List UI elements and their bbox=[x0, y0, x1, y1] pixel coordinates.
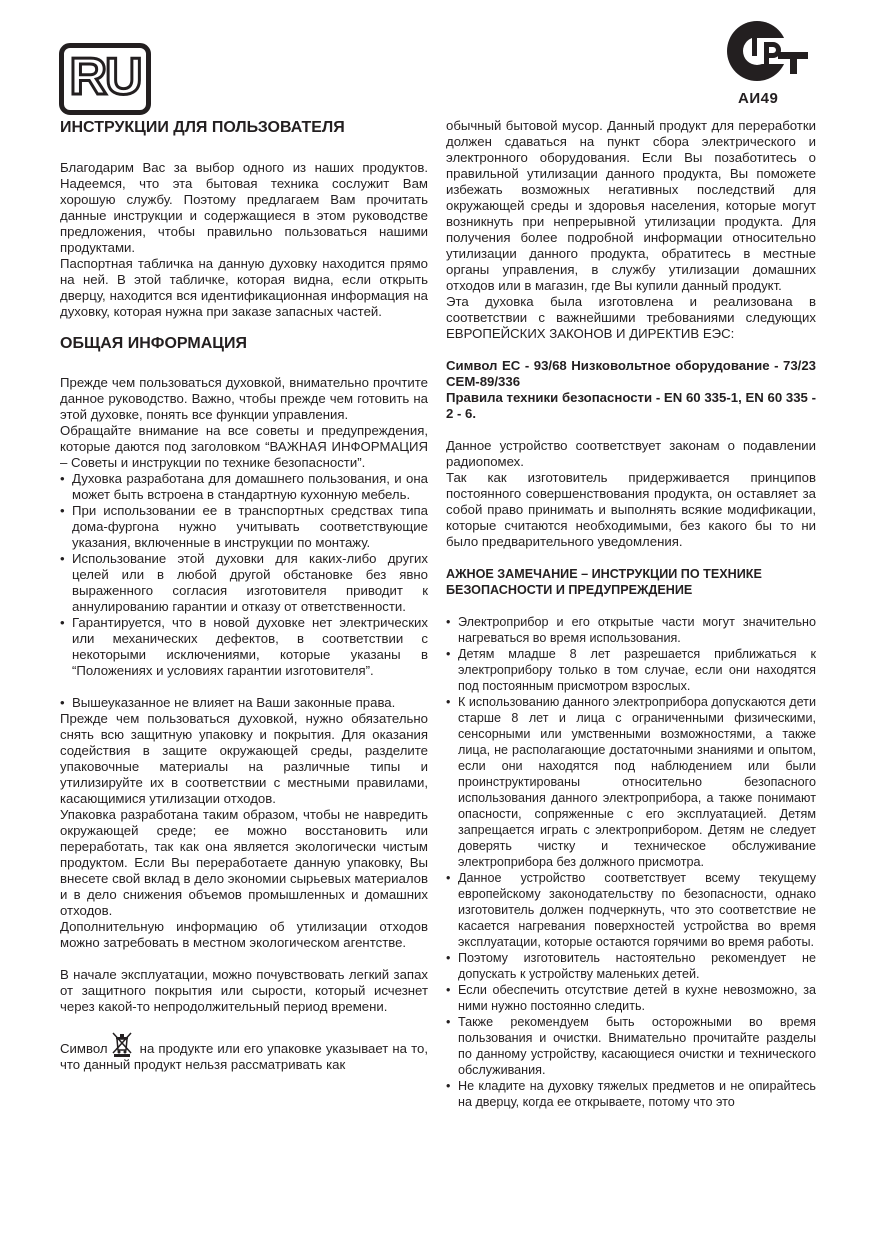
intro-paragraph: Благодарим Вас за выбор одного из наших продуктов. Надеемся, что эта бытовая техника сослужит Вам хорошую службу. Поэтому предлагаем Вам прочитать данные инструкции и содержащиеся в этом руководстве предложения, чтобы правильно пользоваться нашими продуктами. bbox=[60, 160, 428, 255]
rating-plate-paragraph: Паспортная табличка на данную духовку находится прямо на ней. В этой табличке, которая видна, если открыть дверцу, находится вся идентификационная информация на духовку, которая нужна при заказе запасных частей. bbox=[60, 256, 428, 319]
list-item: • При использовании ее в транспортных средствах типа дома-фургона нужно учитывать соответствующие указания, включенные в инструкции по монтажу. bbox=[60, 503, 428, 551]
section-title-general-info: ОБЩАЯ ИНФОРМАЦИЯ bbox=[60, 335, 247, 352]
read-manual-paragraph: Прежде чем пользоваться духовкой, внимательно прочтите данное руководство. Важно, чтобы прежде чем готовить на этой духовке, понять все функции управления. bbox=[60, 375, 428, 422]
directives-paragraph: Эта духовка была изготовлена и реализована в соответствии с важнейшими требованиями следующих ЕВРОПЕЙСКИХ ЗАКОНОВ И ДИРЕКТИВ ЕЭС: bbox=[446, 294, 816, 341]
certification-code: АИ49 bbox=[738, 90, 779, 107]
language-badge-text: RU bbox=[69, 48, 141, 106]
section-title-safety-warning: АЖНОЕ ЗАМЕЧАНИЕ – ИНСТРУКЦИИ ПО ТЕХНИКЕ БЕЗОПАСНОСТИ И ПРЕДУПРЕЖДЕНИЕ bbox=[446, 567, 762, 597]
list-item: • Детям младше 8 лет разрешается приближаться к электроприбору только в том случае, если они находятся под постоянным присмотром взрослых. bbox=[446, 646, 816, 694]
packaging-eco-paragraph: Упаковка разработана таким образом, чтобы не навредить окружающей среде; ее можно восстановить или переработать, так как она является экологически чистым продуктом. Если Вы переработаете данную упаковку, Вы внесете свой вклад в дело экономии сырьевых материалов и в дело снижения объемов промышленных и домашних отходов. bbox=[60, 807, 428, 918]
pct-certification-logo bbox=[724, 18, 812, 84]
safety-bullets bbox=[446, 614, 816, 1110]
usage-bullets bbox=[60, 471, 428, 679]
list-item: • Использование этой духовки для каких-либо других целей или в любой другой обстановке без явно выраженного согласия изготовителя приводит к аннулированию гарантии и отказу от ответственности. bbox=[60, 551, 428, 615]
list-item: • Электроприбор и его открытые части могут значительно нагреваться во время использования. bbox=[446, 614, 816, 646]
packaging-removal-paragraph: Прежде чем пользоваться духовкой, нужно обязательно снять всю защитную упаковку и покрытия. Для оказания содействия в защите окружающей среды, разделите упаковочные материалы на различные типы и утилизируйте их в соответствии с местными правилами, касающимися утилизации отходов. bbox=[60, 711, 428, 806]
ec-low-voltage-line: Символ ЕС - 93/68 Низковольтное оборудование - 73/23 CEM-89/336 bbox=[446, 358, 816, 389]
language-badge bbox=[59, 43, 151, 115]
list-item: • Гарантируется, что в новой духовке нет электрических или механических дефектов, в соответствии с некоторыми исключениями, которые указаны в “Положениях и условиях гарантии изготовителя”. bbox=[60, 615, 428, 679]
list-item: • Не кладите на духовку тяжелых предметов и не опирайтесь на дверцу, когда ее открываете, потому что это bbox=[446, 1078, 816, 1110]
ec-safety-standard-line: Правила техники безопасности - EN 60 335-1, EN 60 335 - 2 - 6. bbox=[446, 390, 816, 421]
list-item: • Данное устройство соответствует всему текущему европейскому законодательству по безопасности, однако изготовитель должен подчеркнуть, что это соответствие не касается нагревания поверхностей устройства во время эксплуатации, которые остаются горячими во время работы. bbox=[446, 870, 816, 950]
list-item: • Вышеуказанное не влияет на Ваши законные права. bbox=[60, 695, 428, 711]
first-use-smell-paragraph: В начале эксплуатации, можно почувствовать легкий запах от защитного покрытия или сырости, который исчезнет через какой-то непродолжительный период времени. bbox=[60, 967, 428, 1014]
list-item: • Поэтому изготовитель настоятельно рекомендует не допускать к устройству маленьких детей. bbox=[446, 950, 816, 982]
symbol-description: на продукте или его упаковке указывает на то, что данный продукт нельзя рассматривать как bbox=[60, 1041, 428, 1072]
rights-bullet bbox=[60, 695, 428, 711]
section-title-user-instructions: ИНСТРУКЦИИ ДЛЯ ПОЛЬЗОВАТЕЛЯ bbox=[60, 119, 345, 136]
modifications-paragraph: Так как изготовитель придерживается принципов постоянного совершенствования продукта, он оставляет за собой право принимать и выполнять всякие модификации, которые считаются необходимыми, без какого бы то ни было предварительного уведомления. bbox=[446, 470, 816, 549]
weee-symbol-paragraph bbox=[60, 1031, 428, 1073]
list-item: • Если обеспечить отсутствие детей в кухне невозможно, за ними нужно постоянно следить. bbox=[446, 982, 816, 1014]
right-column bbox=[446, 118, 816, 1110]
safety-notes-paragraph: Обращайте внимание на все советы и предупреждения, которые даются под заголовком “ВАЖНАЯ ИНФОРМАЦИЯ – Советы и инструкции по технике безопасности”. bbox=[60, 423, 428, 470]
symbol-word: Символ bbox=[60, 1041, 108, 1056]
waste-info-paragraph: Дополнительную информацию об утилизации отходов можно затребовать в местном экологическом агентстве. bbox=[60, 919, 428, 950]
disposal-paragraph: обычный бытовой мусор. Данный продукт для переработки должен сдаваться на пункт сбора электрического и электронного оборудования. Если Вы позаботитесь о правильной утилизации данного продукта, Вы поможете избежать возможных негативных последствий для окружающей среды и здоровья населения, которые могут возникнуть при непрерывной утилизации продукта. Для получения более подробной информации относительно утилизации данного продукта, обратитесь в местные органы управления, в службу утилизации домашних отходов или в магазин, где Вы купили данный продукт. bbox=[446, 118, 816, 293]
list-item: • Духовка разработана для домашнего пользования, и она может быть встроена в стандартную кухонную мебель. bbox=[60, 471, 428, 503]
crossed-bin-icon bbox=[110, 1031, 134, 1057]
radio-interference-paragraph: Данное устройство соответствует законам о подавлении радиопомех. bbox=[446, 438, 816, 469]
list-item: • Также рекомендуем быть осторожными во время пользования и очистки. Внимательно прочитайте разделы по данному устройству, касающиеся очистки и технического обслуживания. bbox=[446, 1014, 816, 1078]
left-column bbox=[60, 118, 428, 1073]
list-item: • К использованию данного электроприбора допускаются дети старше 8 лет и лица с ограниченными физическими, сенсорными или умственными возможностями, а также лица, не располагающие достаточными знаниями и опытом, если они находятся под наблюдением или были проинструктированы относительно безопасного использования данного электроприбора, а также понимают опасности, сопряженные с его эксплуатацией. Детям запрещается играть с электроприбором. Детям не следует доверять чистку и техническое обслуживание электроприбора без должного присмотра. bbox=[446, 694, 816, 870]
